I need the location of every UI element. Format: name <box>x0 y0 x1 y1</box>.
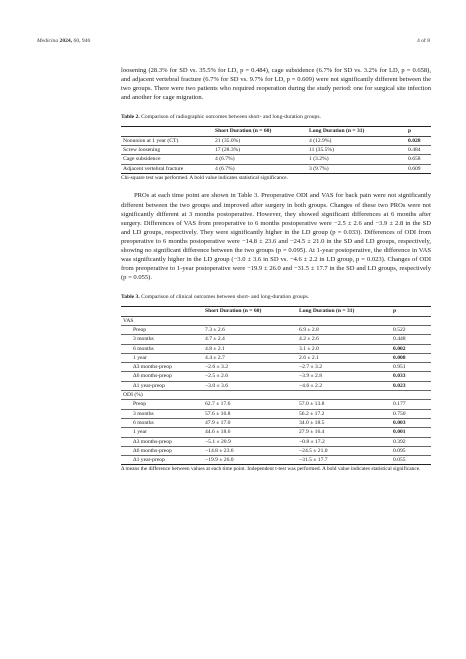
table-cell: 0.001 <box>391 428 431 437</box>
table-2-caption <box>121 114 431 120</box>
table-cell: 0.750 <box>391 409 431 418</box>
table-cell: Preop <box>121 400 203 409</box>
table-row <box>121 428 431 437</box>
table-row <box>121 136 431 145</box>
table-3-caption <box>121 294 431 300</box>
table-section-title: VAS <box>121 316 431 325</box>
table-cell: 1 year <box>121 428 203 437</box>
table-cell: 62.7 ± 17.6 <box>203 400 297 409</box>
table-cell: 0.033 <box>391 372 431 381</box>
table-cell: 57.6 ± 16.8 <box>203 409 297 418</box>
table-cell: 0.658 <box>406 155 431 164</box>
table-cell: 1 year <box>121 353 203 362</box>
table-cell: −0.8 ± 17.2 <box>297 437 391 446</box>
table-2-note: Chi-square test was performed. A bold value indicates statistical significance. <box>121 174 288 181</box>
table-cell: 0.951 <box>391 363 431 372</box>
table-cell: −19.9 ± 26.0 <box>203 456 297 465</box>
table-3-body <box>121 316 431 465</box>
table-2-header-cell: Short Duration (n = 60) <box>213 127 307 136</box>
table-cell: −24.5 ± 21.0 <box>297 446 391 455</box>
table-cell: 6.9 ± 2.8 <box>297 325 391 334</box>
table-3-header-cell <box>121 307 203 316</box>
table-cell: Nonunion at 1 year (CT) <box>121 136 213 145</box>
table-cell: Δ1 year-preop <box>121 381 203 390</box>
journal-name: Medicina <box>37 38 59 44</box>
table-2-body <box>121 136 431 173</box>
table-2-label: Table 2. <box>121 114 140 121</box>
table-2-header-cell <box>121 127 213 136</box>
table-cell: 0.055 <box>391 456 431 465</box>
table-cell: 17 (28.3%) <box>213 145 307 154</box>
journal-citation <box>37 38 90 44</box>
running-head <box>37 38 430 44</box>
table-row <box>121 363 431 372</box>
table-cell: 4 (6.7%) <box>213 155 307 164</box>
table-2-header-row <box>121 127 431 136</box>
table-section-row <box>121 316 431 325</box>
table-3-header-cell: Long Duration (n = 31) <box>297 307 391 316</box>
table-row <box>121 400 431 409</box>
table-cell: 2.6 ± 2.1 <box>297 353 391 362</box>
table-row <box>121 335 431 344</box>
table-cell: 0.095 <box>391 446 431 455</box>
table-cell: Cage subsidence <box>121 155 213 164</box>
table-cell: 4 (12.9%) <box>307 136 406 145</box>
table-2-header-cell: p <box>406 127 431 136</box>
table-cell: 1 (3.2%) <box>307 155 406 164</box>
table-cell: −2.7 ± 3.2 <box>297 363 391 372</box>
table-cell: 4.8 ± 2.1 <box>203 344 297 353</box>
table-3-header-row <box>121 307 431 316</box>
table-cell: 47.9 ± 17.0 <box>203 418 297 427</box>
table-cell: 3 months <box>121 409 203 418</box>
table-cell: Δ6 months-preop <box>121 372 203 381</box>
table-cell: −2.6 ± 3.2 <box>203 363 297 372</box>
table-row <box>121 344 431 353</box>
table-cell: 0.023 <box>391 381 431 390</box>
table-cell: 56.2 ± 17.2 <box>297 409 391 418</box>
table-cell: 0.003 <box>391 418 431 427</box>
table-cell: 0.002 <box>391 344 431 353</box>
journal-volume: 60, 946 <box>73 38 91 44</box>
journal-year: 2024, <box>59 38 73 44</box>
table-section-title: ODI (%) <box>121 391 431 400</box>
table-cell: Δ3 months-preop <box>121 363 203 372</box>
table-3 <box>121 306 431 465</box>
table-cell: 4.4 ± 2.7 <box>203 353 297 362</box>
table-cell: 3 months <box>121 335 203 344</box>
table-cell: −4.6 ± 2.2 <box>297 381 391 390</box>
table-cell: 0.609 <box>406 164 431 173</box>
table-row <box>121 155 431 164</box>
table-row <box>121 372 431 381</box>
table-cell: 4.7 ± 2.4 <box>203 335 297 344</box>
table-cell: 4 (6.7%) <box>213 164 307 173</box>
page-number: 4 of 8 <box>416 38 430 44</box>
table-cell: −31.5 ± 17.7 <box>297 456 391 465</box>
table-row <box>121 446 431 455</box>
table-row <box>121 325 431 334</box>
table-cell: 0.484 <box>406 145 431 154</box>
table-cell: 6 months <box>121 344 203 353</box>
table-cell: 3.1 ± 2.0 <box>297 344 391 353</box>
table-cell: 0.522 <box>391 325 431 334</box>
table-row <box>121 145 431 154</box>
table-cell: −5.1 ± 20.9 <box>203 437 297 446</box>
table-cell: −14.8 ± 23.6 <box>203 446 297 455</box>
table-3-header-cell: Short Duration (n = 60) <box>203 307 297 316</box>
table-cell: Screw loosening <box>121 145 213 154</box>
table-cell: 4.2 ± 2.6 <box>297 335 391 344</box>
table-cell: 44.6 ± 18.6 <box>203 428 297 437</box>
table-cell: Preop <box>121 325 203 334</box>
paragraph-2: PROs at each time point are shown in Table 3. Preoperative ODI and VAS for back pain were not significantly different between the two groups and improved after surgery in both groups. Changes of these two PROs were not significantly different at 3 months postoperative. However, they showed significant differences at 6 months after surgery. Differences of VAS from preoperative to 6 months postoperative were −2.5 ± 2.6 and −3.9 ± 2.8 in the SD and LD groups, respectively. They were significantly higher in the LD group (p = 0.033). Differences of ODI from preoperative to 6 months postoperative were −14.8 ± 23.6 and −24.5 ± 21.0 in the SD and LD groups, respectively, showing no significant difference between the two groups (p = 0.095). At 1-year postoperative, the difference in VAS was significantly higher in the LD group (−3.0 ± 3.6 in SD vs. −4.6 ± 2.2 in LD group, p = 0.023). Changes of ODI from preoperative to 1-year postoperative were −19.9 ± 26.0 and −31.5 ± 17.7 in the SD and LD groups, respectively (p = 0.055). <box>121 192 431 282</box>
table-2-caption-text: Comparison of radiographic outcomes between short- and long-duration groups. <box>141 114 321 121</box>
table-cell: 27.9 ± 16.4 <box>297 428 391 437</box>
table-section-row <box>121 391 431 400</box>
table-cell: Δ1 year-preop <box>121 456 203 465</box>
table-cell: 21 (35.0%) <box>213 136 307 145</box>
main-content <box>121 66 431 473</box>
table-cell: 0.448 <box>391 335 431 344</box>
table-row <box>121 437 431 446</box>
table-2 <box>121 126 431 173</box>
table-3-header-cell: p <box>391 307 431 316</box>
table-cell: Δ6 months-preop <box>121 446 203 455</box>
table-2-header-cell: Long Duration (n = 31) <box>307 127 406 136</box>
table-cell: 11 (35.5%) <box>307 145 406 154</box>
table-cell: 0.177 <box>391 400 431 409</box>
table-3-note: Δ means the difference between values at each time point. Independent t-test was performed. A bold value indicates statistical significance. <box>121 466 421 473</box>
table-cell: 34.0 ± 18.5 <box>297 418 391 427</box>
table-3-caption-text: Comparison of clinical outcomes between short- and long-duration groups. <box>141 294 310 301</box>
table-row <box>121 418 431 427</box>
table-cell: 7.3 ± 2.6 <box>203 325 297 334</box>
table-cell: Δ3 months-preop <box>121 437 203 446</box>
table-cell: −3.0 ± 3.6 <box>203 381 297 390</box>
table-cell: 0.008 <box>391 353 431 362</box>
table-cell: 57.0 ± 13.8 <box>297 400 391 409</box>
table-cell: 0.392 <box>391 437 431 446</box>
table-row <box>121 353 431 362</box>
table-row <box>121 409 431 418</box>
table-row <box>121 456 431 465</box>
table-cell: −3.9 ± 2.8 <box>297 372 391 381</box>
table-row <box>121 164 431 173</box>
table-cell: 3 (9.7%) <box>307 164 406 173</box>
table-3-label: Table 3. <box>121 294 140 301</box>
table-cell: 0.028 <box>406 136 431 145</box>
table-cell: −2.5 ± 2.6 <box>203 372 297 381</box>
table-row <box>121 381 431 390</box>
table-cell: Adjacent vertebral fracture <box>121 164 213 173</box>
paragraph-1: loosening (28.3% for SD vs. 35.5% for LD, p = 0.484), cage subsidence (6.7% for SD vs. 3.2% for LD, p = 0.658), and adjacent vertebral fracture (6.7% for SD vs. 9.7% for LD, p = 0.609) were not significantly different between the two groups. There were two patients who required reoperation during the study period: one for surgical site infection and another for cage migration. <box>121 67 431 102</box>
table-cell: 6 months <box>121 418 203 427</box>
